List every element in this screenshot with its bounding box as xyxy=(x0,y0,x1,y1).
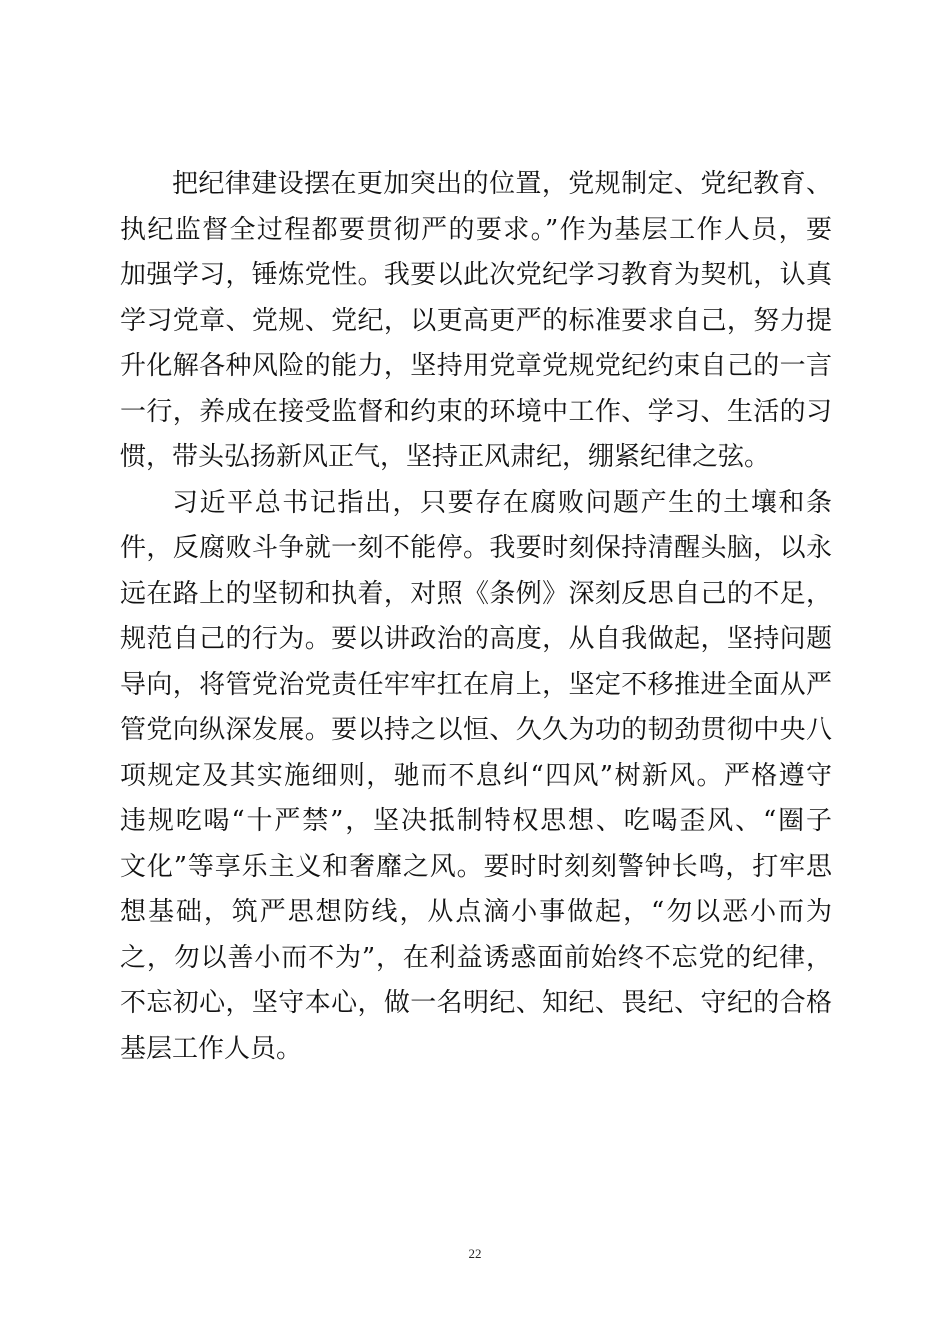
paragraph-1-line-7: 惯，带头弘扬新风正气，坚持正风肃纪，绷紧纪律之弦。 xyxy=(120,442,771,472)
paragraph-1-line-5: 升化解各种风险的能力，坚持用党章党规党纪约束自己的一言 xyxy=(120,351,832,381)
paragraph-2-line-13: 基层工作人员。 xyxy=(120,1033,303,1064)
paragraph-2-line-8: 违规吃喝“十严禁”，坚决抵制特权思想、吃喝歪风、“圈子 xyxy=(120,806,832,836)
paragraph-2-line-3: 远在路上的坚韧和执着，对照《条例》深刻反思自己的不足， xyxy=(120,578,832,609)
paragraph-2-line-4: 规范自己的行为。要以讲政治的高度，从自我做起，坚持问题 xyxy=(120,624,832,654)
body-text xyxy=(120,162,832,1072)
paragraph-1-line-3: 加强学习，锤炼党性。我要以此次党纪学习教育为契机，认真 xyxy=(120,260,832,290)
paragraph-2-line-12: 不忘初心，坚守本心，做一名明纪、知纪、畏纪、守纪的合格 xyxy=(120,988,832,1018)
page-number: 22 xyxy=(468,1246,482,1261)
paragraph-2-line-2: 件，反腐败斗争就一刻不能停。我要时刻保持清醒头脑，以永 xyxy=(120,533,832,563)
paragraph-1-line-1: 把纪律建设摆在更加突出的位置，党规制定、党纪教育、 xyxy=(172,169,832,199)
paragraph-2-line-5: 导向，将管党治党责任牢牢扛在肩上，坚定不移推进全面从严 xyxy=(120,669,832,700)
paragraph-2-line-11: 之，勿以善小而不为”，在利益诱惑面前始终不忘党的纪律， xyxy=(120,942,832,973)
paragraph-2-line-1: 习近平总书记指出，只要存在腐败问题产生的土壤和条 xyxy=(172,487,832,518)
paragraph-2-line-6: 管党向纵深发展。要以持之以恒、久久为功的韧劲贯彻中央八 xyxy=(120,715,832,745)
paragraph-2-line-10: 想基础，筑严思想防线，从点滴小事做起，“勿以恶小而为 xyxy=(120,897,832,927)
paragraph-1-line-2: 执纪监督全过程都要贯彻严的要求。”作为基层工作人员，要 xyxy=(120,214,832,245)
paragraph-1-line-4: 学习党章、党规、党纪，以更高更严的标准要求自己，努力提 xyxy=(120,305,832,336)
paragraph-2-line-7: 项规定及其实施细则，驰而不息纠“四风”树新风。严格遵守 xyxy=(120,760,832,791)
paragraph-1-line-6: 一行，养成在接受监督和约束的环境中工作、学习、生活的习 xyxy=(120,396,832,427)
paragraph-2-line-9: 文化”等享乐主义和奢靡之风。要时时刻刻警钟长鸣，打牢思 xyxy=(120,851,832,882)
